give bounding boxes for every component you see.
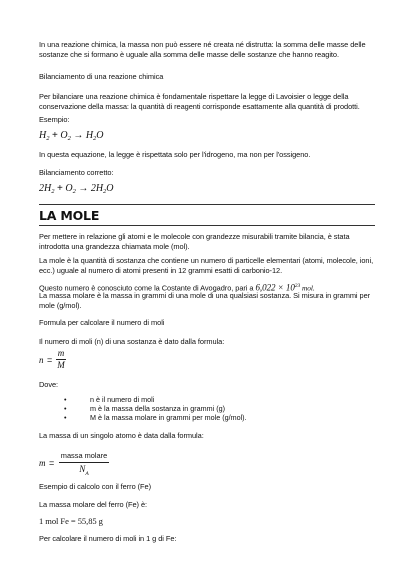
- eq1-h-sub: 2: [46, 135, 50, 142]
- bullet-mark: •: [64, 395, 67, 404]
- formula2-lhs: m: [39, 458, 46, 468]
- eq2-product-h-sub: 2: [103, 188, 107, 195]
- eq2-o-sub: 2: [72, 188, 76, 195]
- section-divider-top: [39, 204, 375, 205]
- eq1-product-h-sub: 2: [93, 135, 97, 142]
- formula-denominator: M: [57, 360, 65, 370]
- avogadro-text: Questo numero è conosciuto come la Costante di Avogadro, pari a: [39, 283, 256, 293]
- formula2-denominator: [59, 464, 109, 477]
- formula2-numerator: massa molare: [60, 451, 108, 460]
- mole-paragraph-1: Per mettere in relazione gli atomi e le molecole con grandezze misurabili tramite bilancia, è stata introdotta una grandezza chiamata mole (mol).: [39, 232, 350, 251]
- iron-example-label: Esempio di calcolo con il ferro (Fe): [39, 482, 151, 491]
- formula-heading: Formula per calcolare il numero di moli: [39, 318, 165, 327]
- moles-formula: [39, 348, 79, 374]
- iron-mass-value: 1 mol Fe = 55,85 g: [39, 516, 103, 526]
- eq2-plus: +: [56, 183, 63, 194]
- formula-lhs: n: [39, 355, 44, 365]
- dove-label: Dove:: [39, 380, 59, 389]
- eq1-plus: +: [51, 130, 58, 141]
- molar-mass-paragraph: La massa molare è la massa in grammi di una mole di una qualsiasi sostanza. Si misura in grammi per mole (g/mol).: [39, 291, 371, 310]
- formula-numerator: m: [57, 348, 65, 358]
- eq2-product-h: H: [95, 183, 104, 194]
- equation-balanced: [39, 183, 114, 195]
- avogadro-unit: mol.: [300, 283, 315, 293]
- iron-next-step: Per calcolare il numero di moli in 1 g di Fe:: [39, 534, 177, 543]
- iron-mass-label: La massa molare del ferro (Fe) è:: [39, 500, 148, 509]
- eq2-o: O: [65, 183, 73, 194]
- bullet-item: M è la massa molare in grammi per mole (g/mol).: [90, 413, 247, 422]
- eq1-h: H: [39, 130, 47, 141]
- section-divider-bottom: [39, 225, 375, 226]
- formula2-equals: =: [49, 458, 55, 468]
- bullet-item: n è il numero di moli: [90, 395, 155, 404]
- eq2-arrow: →: [78, 183, 89, 194]
- fraction-bar: [59, 462, 109, 463]
- bullet-item: m è la massa della sostanza in grammi (g): [90, 404, 226, 413]
- formula2-den-sub: A: [85, 470, 89, 477]
- formula2-den-n: N: [79, 464, 86, 474]
- balance-heading: Bilanciamento di una reazione chimica: [39, 72, 164, 81]
- intro-paragraph: In una reazione chimica, la massa non può essere né creata né distrutta: la somma delle masse delle sostanze che si formano è uguale alla somma delle masse delle sostanze che hanno reagito.: [39, 40, 366, 59]
- eq1-product-o: O: [96, 130, 104, 141]
- avogadro-exponent: 23: [294, 283, 301, 289]
- avogadro-value: 6,022 × 10: [255, 282, 295, 293]
- formula-intro: Il numero di moli (n) di una sostanza è dato dalla formula:: [39, 337, 225, 346]
- atom-mass-intro: La massa di un singolo atomo è data dalla formula:: [39, 431, 204, 440]
- bullet-mark: •: [64, 413, 67, 422]
- eq1-o-sub: 2: [67, 135, 71, 142]
- corrected-label: Bilanciamento corretto:: [39, 168, 114, 177]
- eq2-h-sub: 2: [51, 188, 55, 195]
- balance-paragraph: Per bilanciare una reazione chimica è fondamentale rispettare la legge di Lavoisier o legge della conservazione della massa: la quantità di reagenti corrisponde esattamente alla quantità di prodotti.: [39, 92, 360, 111]
- eq1-product-h: H: [85, 130, 94, 141]
- eq1-arrow: →: [73, 130, 84, 141]
- eq1-o: O: [60, 130, 68, 141]
- section-title: LA MOLE: [39, 208, 100, 223]
- eq2-coef1: 2: [39, 183, 44, 194]
- eq2-coef2: 2: [90, 183, 96, 194]
- atom-mass-formula: [39, 451, 119, 477]
- eq2-product-o: O: [106, 183, 114, 194]
- eq2-h: H: [44, 183, 52, 194]
- example-label: Esempio:: [39, 115, 70, 124]
- mole-paragraph-2: La mole è la quantità di sostanza che contiene un numero di particelle elementari (atomi, molecole, ioni, ecc.) uguale al numero di atomi presenti in 12 grammi esatti di carbonio-12.: [39, 256, 374, 275]
- equation-unbalanced: [39, 130, 104, 142]
- eq1-note: In questa equazione, la legge è rispettata solo per l'idrogeno, ma non per l'ossigeno.: [39, 150, 311, 159]
- formula-equals: =: [47, 355, 53, 365]
- bullet-mark: •: [64, 404, 67, 413]
